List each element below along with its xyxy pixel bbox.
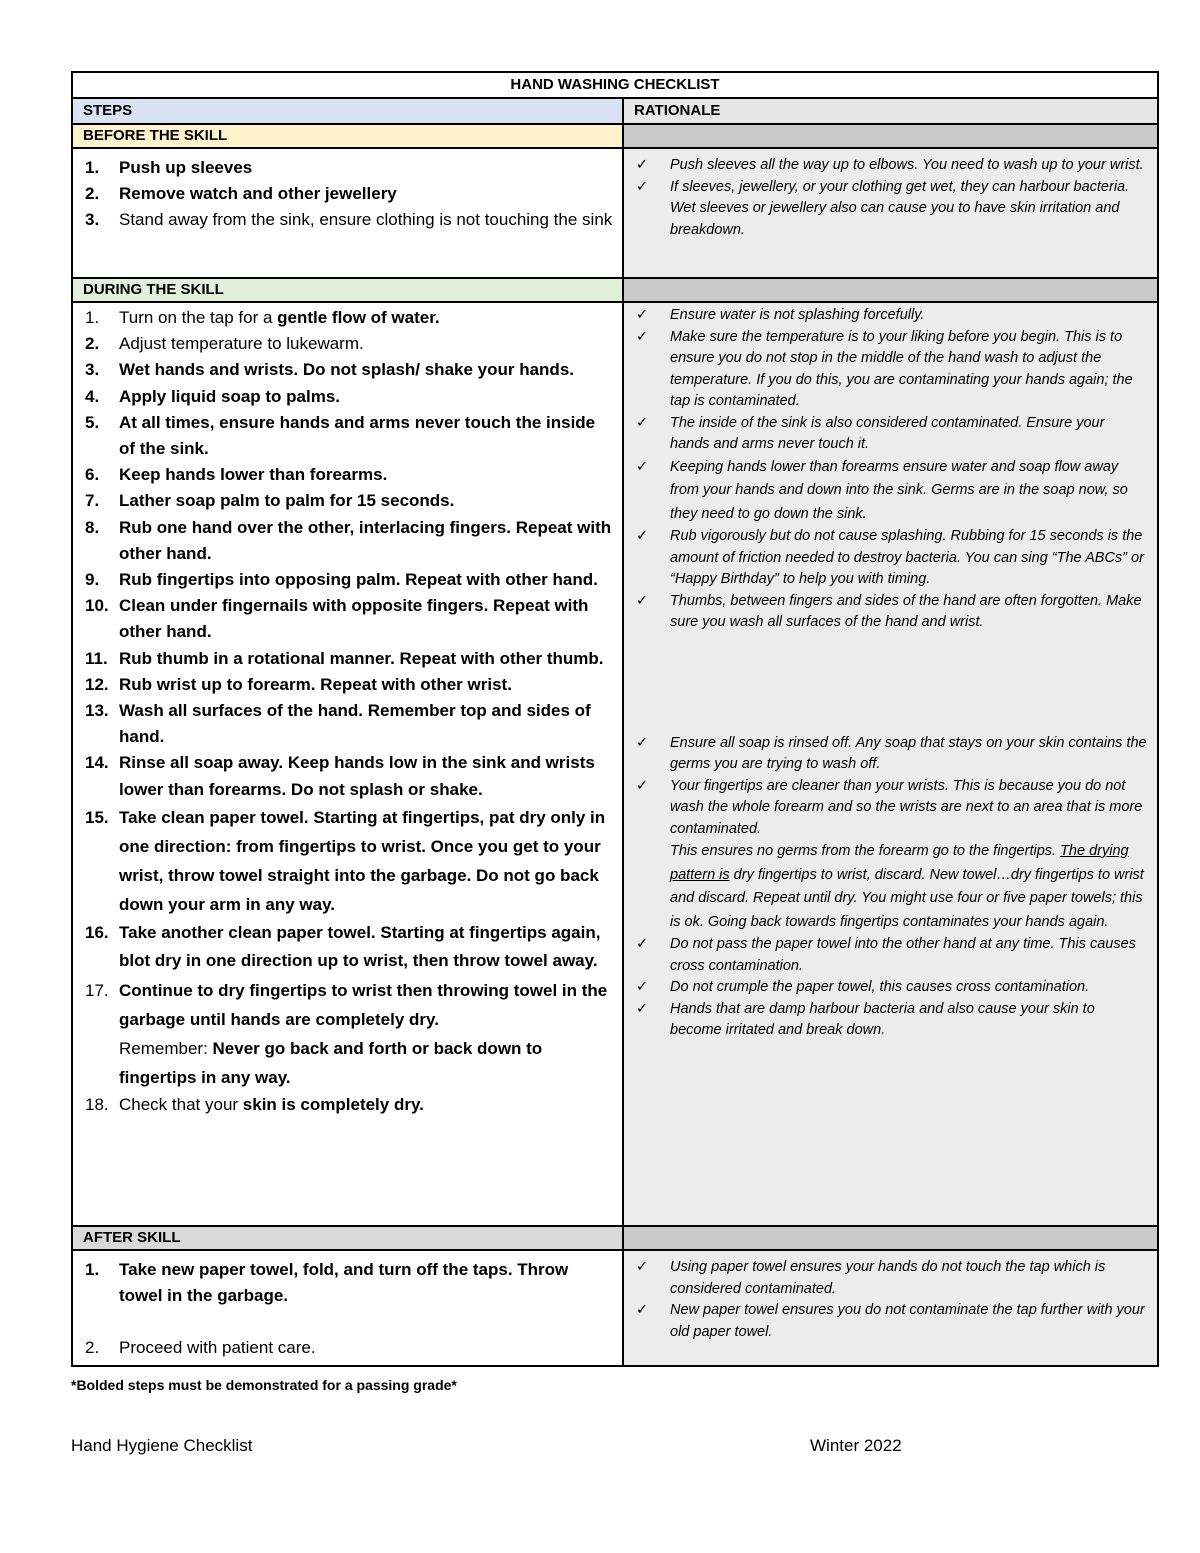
check-icon: ✓ <box>636 328 649 345</box>
before-rationale-list <box>624 149 1157 245</box>
after-rationale-list <box>624 1251 1157 1347</box>
footer-term: Winter 2022 <box>810 1436 902 1455</box>
list-item: ✓ Push sleeves all the way up to elbows. You need to wash up to your wrist. <box>636 155 1147 177</box>
footnote: *Bolded steps must be demonstrated for a passing grade* <box>71 1377 457 1393</box>
section-header-during: DURING THE SKILL <box>72 278 623 302</box>
checklist-table <box>71 71 1159 1367</box>
check-icon: ✓ <box>636 307 649 323</box>
check-icon: ✓ <box>636 528 649 544</box>
list-item: 10. Clean under fingernails with opposite fingers. Repeat with other hand. <box>85 596 589 642</box>
list-item: ✓ Make sure the temperature is to your liking before you begin. This is to ensure you do not stop in the middle of the hand wash to adjust the temperature. If you do this, you are contaminating your hands again; the tap is contaminated. <box>636 327 1147 413</box>
list-item: ✓ Rub vigorously but do not cause splashing. Rubbing for 15 seconds is the amount of friction needed to destroy bacteria. You can sing “The ABCs” or “Happy Birthday” to help you with timing. <box>636 526 1147 591</box>
list-item: 17. Continue to dry fingertips to wrist then throwing towel in the garbage until hands are completely dry. Remember: Never go back and forth or back down to fingertips in any way. <box>85 980 608 1087</box>
during-steps-list <box>73 303 622 1122</box>
list-item: ✓ Hands that are damp harbour bacteria and also cause your skin to become irritated and break down. <box>636 999 1147 1042</box>
list-item: ✓ The inside of the sink is also considered contaminated. Ensure your hands and arms never touch it. <box>636 413 1147 456</box>
list-item: 2. Proceed with patient care. <box>85 1338 316 1357</box>
check-icon: ✓ <box>636 777 649 794</box>
list-item: 2. Remove watch and other jewellery <box>85 184 397 203</box>
list-item: 12. Rub wrist up to forearm. Repeat with other wrist. <box>85 674 512 694</box>
list-item: ✓ Keeping hands lower than forearms ensure water and soap flow away from your hands and down into the sink. Germs are in the soap now, so they need to go down the sink. <box>636 456 1147 527</box>
list-item: This ensures no germs from the forearm go to the fingertips. The drying pattern is dry fingertips to wrist, discard. New towel…dry fingertips to wrist and discard. Repeat until dry. You might use four or five paper towels; this is ok. Going back towards fingertips contaminates your hands again. <box>670 843 1144 930</box>
section-header-after: AFTER SKILL <box>72 1226 623 1250</box>
list-item: 11. Rub thumb in a rotational manner. Repeat with other thumb. <box>85 648 604 668</box>
section-header-before-rationale <box>623 124 1158 148</box>
list-item: 18. Check that your skin is completely dry. <box>85 1094 424 1114</box>
list-item: ✓ Ensure water is not splashing forcefully. <box>636 305 1147 327</box>
before-steps-list <box>73 149 622 237</box>
table-title: HAND WASHING CHECKLIST <box>72 72 1158 98</box>
list-item: 3. Wet hands and wrists. Do not splash/ shake your hands. <box>85 360 574 380</box>
check-icon: ✓ <box>636 592 649 609</box>
list-item: ✓ New paper towel ensures you do not contaminate the tap further with your old paper towel. <box>636 1300 1147 1343</box>
list-item: 6. Keep hands lower than forearms. <box>85 465 388 485</box>
after-steps-list <box>73 1251 622 1365</box>
list-item: 3. Stand away from the sink, ensure clothing is not touching the sink <box>85 210 613 229</box>
check-icon: ✓ <box>636 734 649 751</box>
list-item: 7. Lather soap palm to palm for 15 seconds. <box>85 491 455 511</box>
rationale-column-header: RATIONALE <box>623 98 1158 124</box>
during-rationale-list <box>624 303 1157 638</box>
list-item: ✓ Using paper towel ensures your hands do not touch the tap which is considered contaminated. <box>636 1257 1147 1300</box>
check-icon: ✓ <box>636 1259 649 1275</box>
section-header-during-rationale <box>623 278 1158 302</box>
check-icon: ✓ <box>636 458 649 475</box>
check-icon: ✓ <box>636 936 649 952</box>
list-item: 1. Push up sleeves <box>85 158 253 177</box>
list-item: 13. Wash all surfaces of the hand. Remember top and sides of hand. <box>85 701 591 747</box>
check-icon: ✓ <box>636 414 649 431</box>
list-item: 14. Rinse all soap away. Keep hands low in the sink and wrists lower than forearms. Do not splash or shake. <box>85 753 595 799</box>
list-item: 9. Rub fingertips into opposing palm. Repeat with other hand. <box>85 570 598 590</box>
list-item: ✓ Thumbs, between fingers and sides of the hand are often forgotten. Make sure you wash all surfaces of the hand and wrist. <box>636 591 1147 634</box>
list-item: 4. Apply liquid soap to palms. <box>85 386 341 406</box>
list-item: 2. Adjust temperature to lukewarm. <box>85 334 364 354</box>
list-item: 16. Take another clean paper towel. Starting at fingertips again, blot dry in one direction up to wrist, then throw towel away. <box>85 922 601 971</box>
list-item: ✓ Your fingertips are cleaner than your wrists. This is because you do not wash the whole forearm and so the wrists are next to an area that is more contaminated. <box>636 776 1147 841</box>
section-header-after-rationale <box>623 1226 1158 1250</box>
steps-column-header: STEPS <box>72 98 623 124</box>
during-rationale-list-2 <box>624 638 1157 1046</box>
list-item: ✓ If sleeves, jewellery, or your clothing get wet, they can harbour bacteria. Wet sleeves or jewellery also can cause you to have skin irritation and breakdown. <box>636 177 1147 242</box>
list-item: ✓ Do not pass the paper towel into the other hand at any time. This causes cross contamination. <box>636 934 1147 977</box>
list-item: 8. Rub one hand over the other, interlacing fingers. Repeat with other hand. <box>85 517 612 563</box>
check-icon: ✓ <box>636 157 649 173</box>
list-item: 5. At all times, ensure hands and arms never touch the inside of the sink. <box>85 412 596 459</box>
check-icon: ✓ <box>636 1000 649 1017</box>
list-item: 1. Turn on the tap for a gentle flow of water. <box>85 308 440 327</box>
list-item: ✓ Ensure all soap is rinsed off. Any soap that stays on your skin contains the germs you are trying to wash off. <box>636 733 1147 776</box>
list-item: 1. Take new paper towel, fold, and turn off the taps. Throw towel in the garbage. <box>85 1260 569 1305</box>
check-icon: ✓ <box>636 1302 649 1318</box>
check-icon: ✓ <box>636 979 649 995</box>
footer-title: Hand Hygiene Checklist <box>71 1436 253 1455</box>
section-header-before: BEFORE THE SKILL <box>72 124 623 148</box>
check-icon: ✓ <box>636 178 649 195</box>
list-item: 15. Take clean paper towel. Starting at fingertips, pat dry only in one direction: from fingertips to wrist. Once you get to your wrist, throw towel straight into the garbage. Do not go back down your arm in any way. <box>85 807 606 914</box>
list-item: ✓ Do not crumple the paper towel, this causes cross contamination. <box>636 977 1147 999</box>
